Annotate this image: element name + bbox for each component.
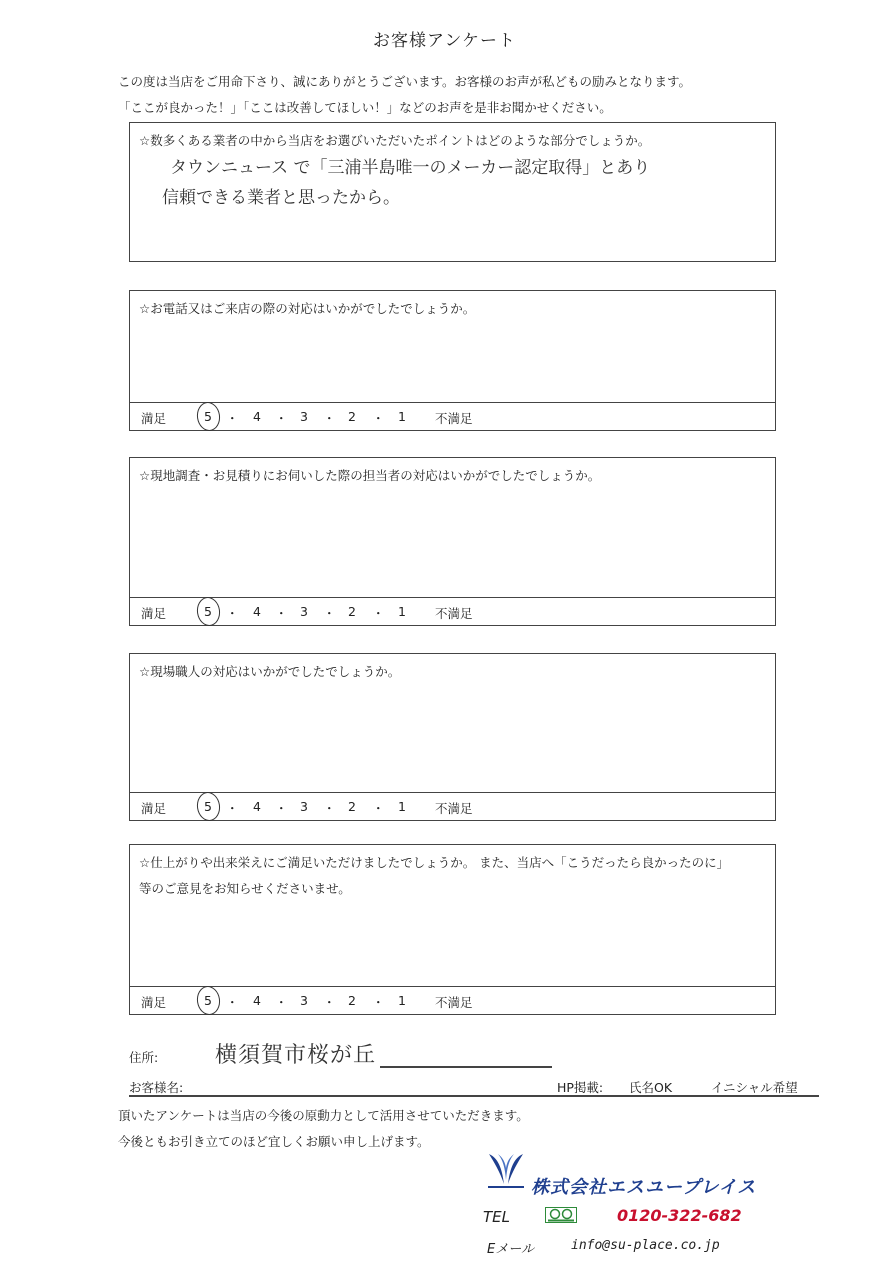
closing-line-1: 頂いたアンケートは当店の今後の原動力として活用させていただきます。 — [118, 1108, 529, 1123]
rating-value-1[interactable]: 1 — [398, 604, 406, 619]
selected-rating-circle — [195, 791, 222, 823]
question-3-box — [129, 457, 776, 626]
rating-value-3[interactable]: 3 — [300, 993, 308, 1008]
question-1-text: ☆数多くある業者の中から当店をお選びいただいたポイントはどのような部分でしょうか。 — [139, 133, 651, 148]
rating-separator: ・ — [226, 411, 239, 426]
rating-value-3[interactable]: 3 — [300, 799, 308, 814]
rating-value-5[interactable]: 5 — [204, 604, 212, 619]
rating-row-2 — [130, 402, 775, 430]
hp-option-initials[interactable]: イニシャル希望 — [711, 1080, 798, 1095]
rating-separator: ・ — [372, 411, 385, 426]
question-1-box — [129, 122, 776, 262]
rating-separator: ・ — [372, 995, 385, 1010]
rating-value-1[interactable]: 1 — [398, 993, 406, 1008]
rating-value-4[interactable]: 4 — [253, 993, 261, 1008]
question-5-text: ☆仕上がりや出来栄えにご満足いただけましたでしょうか。 また、当店へ「こうだったら良かったのに」 — [139, 855, 730, 870]
address-underline — [380, 1066, 552, 1068]
rating-value-3[interactable]: 3 — [300, 604, 308, 619]
rating-separator: ・ — [323, 801, 336, 816]
intro-line-2: 「ここが良かった！」「ここは改善してほしい！」などのお声を是非お聞かせください。 — [118, 100, 612, 115]
tel-label: TEL — [483, 1208, 510, 1226]
rating-separator: ・ — [226, 606, 239, 621]
hp-option-name-ok[interactable]: 氏名OK — [629, 1080, 673, 1095]
rating-value-2[interactable]: 2 — [348, 993, 356, 1008]
rating-right-label: 不満足 — [435, 995, 473, 1010]
page-title: お客様アンケート — [373, 31, 516, 51]
rating-separator: ・ — [275, 995, 288, 1010]
rating-value-4[interactable]: 4 — [253, 799, 261, 814]
rating-separator: ・ — [372, 606, 385, 621]
rating-left-label: 満足 — [141, 411, 167, 426]
email-address[interactable]: info@su-place.co.jp — [571, 1238, 720, 1253]
rating-right-label: 不満足 — [435, 411, 473, 426]
rating-separator: ・ — [226, 801, 239, 816]
address-value[interactable]: 横須賀市桜が丘 — [215, 1043, 377, 1068]
rating-separator: ・ — [275, 801, 288, 816]
question-2-box — [129, 290, 776, 431]
rating-row-3 — [130, 597, 775, 625]
rating-row-4 — [130, 792, 775, 820]
rating-value-2[interactable]: 2 — [348, 409, 356, 424]
rating-separator: ・ — [323, 606, 336, 621]
rating-value-2[interactable]: 2 — [348, 604, 356, 619]
question-2-text: ☆お電話又はご来店の際の対応はいかがでしたでしょうか。 — [139, 301, 476, 316]
rating-separator: ・ — [323, 411, 336, 426]
rating-left-label: 満足 — [141, 801, 167, 816]
question-1-answer-line-2: 信頼できる業者と思ったから。 — [162, 188, 400, 208]
rating-value-5[interactable]: 5 — [204, 993, 212, 1008]
rating-right-label: 不満足 — [435, 606, 473, 621]
rating-separator: ・ — [372, 801, 385, 816]
hp-label: HP掲載: — [557, 1080, 604, 1095]
intro-line-1: この度は当店をご用命下さり、誠にありがとうございます。お客様のお声が私どもの励みとなります。 — [118, 74, 692, 89]
rating-separator: ・ — [226, 995, 239, 1010]
question-4-box — [129, 653, 776, 821]
rating-value-4[interactable]: 4 — [253, 604, 261, 619]
rating-right-label: 不満足 — [435, 801, 473, 816]
selected-rating-circle — [195, 401, 222, 433]
question-1-answer-line-1: タウンニュース で「三浦半島唯一のメーカー認定取得」とあり — [170, 158, 651, 178]
rating-value-5[interactable]: 5 — [204, 799, 212, 814]
tel-number[interactable]: 0120-322-682 — [617, 1206, 742, 1225]
rating-value-2[interactable]: 2 — [348, 799, 356, 814]
address-label: 住所: — [129, 1050, 159, 1065]
question-5-text-2: 等のご意見をお知らせくださいませ。 — [139, 881, 351, 896]
wave-logo-icon — [486, 1150, 526, 1190]
closing-line-2: 今後ともお引き立てのほど宜しくお願い申し上げます。 — [118, 1134, 430, 1149]
freedial-icon — [545, 1207, 577, 1223]
rating-left-label: 満足 — [141, 606, 167, 621]
rating-value-3[interactable]: 3 — [300, 409, 308, 424]
rating-separator: ・ — [275, 411, 288, 426]
email-label: Eメール — [487, 1242, 534, 1257]
rating-value-5[interactable]: 5 — [204, 409, 212, 424]
rating-separator: ・ — [323, 995, 336, 1010]
rating-value-4[interactable]: 4 — [253, 409, 261, 424]
question-4-text: ☆現場職人の対応はいかがでしたでしょうか。 — [139, 664, 401, 679]
rating-row-5 — [130, 986, 775, 1014]
question-5-box — [129, 844, 776, 1015]
rating-value-1[interactable]: 1 — [398, 409, 406, 424]
rating-separator: ・ — [275, 606, 288, 621]
company-name: 株式会社エスユープレイス — [531, 1177, 757, 1198]
rating-value-1[interactable]: 1 — [398, 799, 406, 814]
customer-name-label: お客様名: — [129, 1080, 184, 1095]
selected-rating-circle — [195, 985, 222, 1017]
rating-left-label: 満足 — [141, 995, 167, 1010]
question-3-text: ☆現地調査・お見積りにお伺いした際の担当者の対応はいかがでしたでしょうか。 — [139, 468, 601, 483]
selected-rating-circle — [195, 596, 222, 628]
